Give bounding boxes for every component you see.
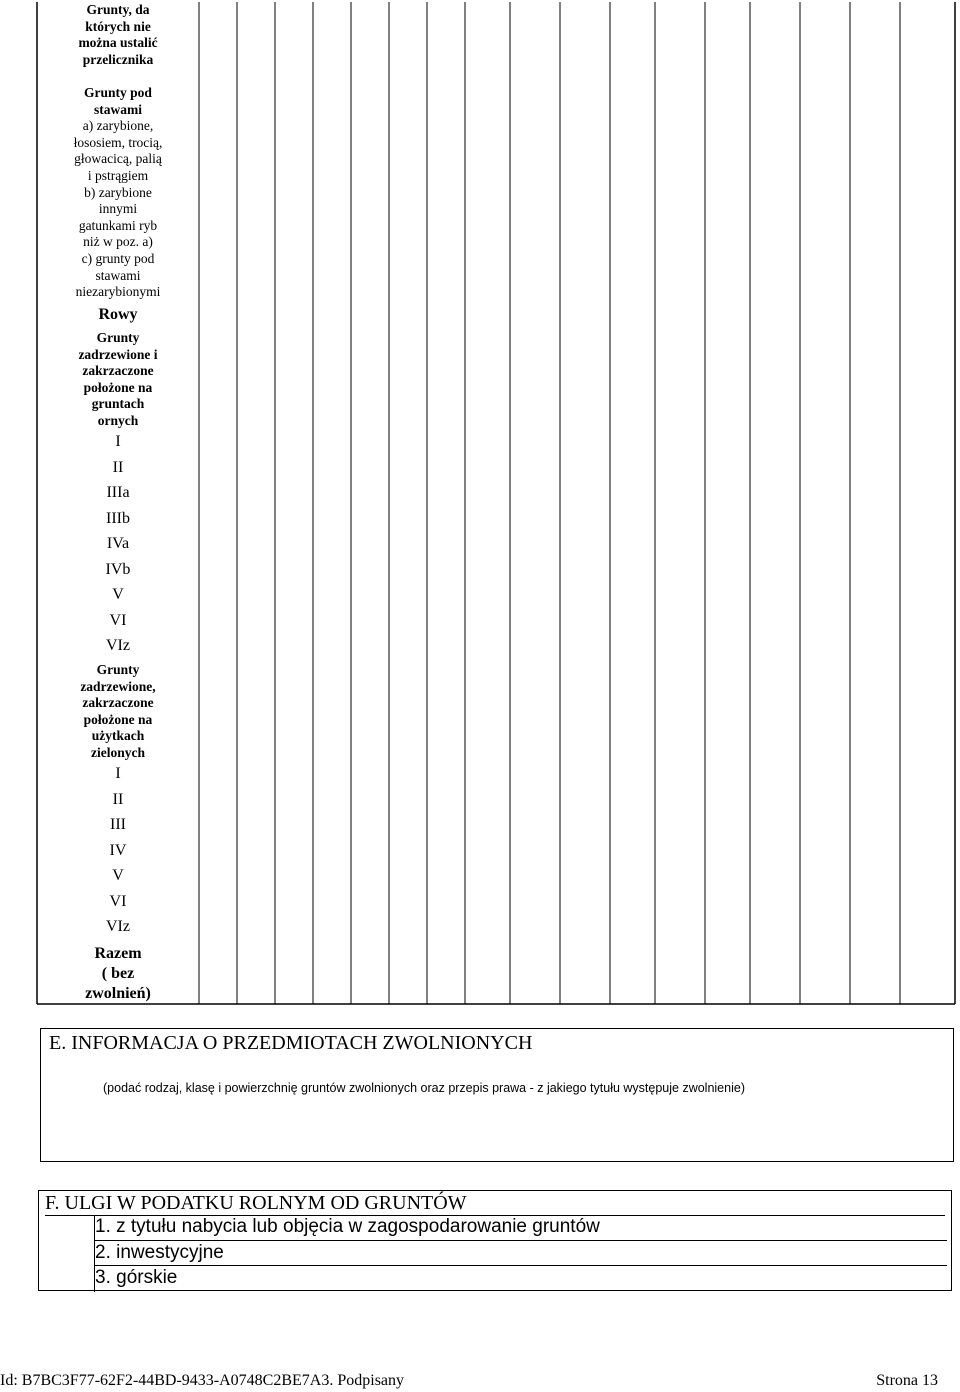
relief-item-acquisition: 1. z tytułu nabycia lub objęcia w zagospodarowanie gruntów bbox=[95, 1215, 947, 1241]
class-label: V bbox=[112, 867, 124, 884]
class-label: VIz bbox=[106, 637, 130, 654]
class-label: III bbox=[110, 816, 126, 833]
class-label: V bbox=[112, 586, 124, 603]
class-label: IV bbox=[109, 841, 127, 859]
row-label-total: Razem ( bez zwolnień) bbox=[85, 945, 151, 1002]
section-e-exempt-items bbox=[40, 1028, 954, 1162]
arable-class-list bbox=[38, 432, 198, 662]
section-f-title: F. ULGI W PODATKU ROLNYM OD GRUNTÓW bbox=[45, 1191, 945, 1216]
page-number: Strona 13 bbox=[876, 1372, 938, 1389]
relief-item-investment: 2. inwestycyjne bbox=[95, 1241, 947, 1267]
class-label: VI bbox=[109, 611, 127, 629]
class-label: VIz bbox=[106, 918, 130, 935]
relief-item-mountain: 3. górskie bbox=[95, 1267, 178, 1288]
class-label: VI bbox=[109, 892, 127, 910]
section-e-title: E. INFORMACJA O PRZEDMIOTACH ZWOLNIONYCH bbox=[49, 1032, 533, 1054]
class-label: IIIb bbox=[106, 509, 130, 527]
class-label: IVb bbox=[105, 560, 131, 578]
section-f-tax-reliefs bbox=[38, 1190, 952, 1291]
section-e-note: (podać rodzaj, klasę i powierzchnię gruntów zwolnionych oraz przepis prawa - z jakiego tytułu występuje zwolnienie) bbox=[103, 1081, 745, 1095]
row-label-wooded-grassland: Grunty zadrzewione, zakrzaczone położone na użytkach zielonych bbox=[80, 662, 156, 760]
document-id: Id: B7BC3F77-62F2-44BD-9433-A0748C2BE7A3. Podpisany bbox=[0, 1372, 405, 1389]
row-label-ditches: Rowy bbox=[98, 306, 138, 323]
row-label-wooded-arable: Grunty zadrzewione i zakrzaczone położone na gruntach ornych bbox=[78, 330, 158, 428]
class-label: II bbox=[112, 790, 124, 808]
class-label: IIIa bbox=[106, 484, 130, 501]
class-label: I bbox=[115, 765, 121, 782]
class-label: IVa bbox=[106, 535, 130, 552]
class-label: I bbox=[115, 433, 121, 450]
grassland-class-list bbox=[38, 764, 198, 943]
class-label: II bbox=[112, 458, 124, 476]
row-label-ponds: Grunty pod stawami a) zarybione, łososiem, trocią, głowacicą, palią i pstrągiem b) zarybione innymi gatunkami ryb niż w poz. a) c) grunty pod stawami niezarybionymi bbox=[73, 85, 163, 300]
row-label-no-converter: Grunty, da których nie można ustalić przelicznika bbox=[78, 2, 158, 67]
